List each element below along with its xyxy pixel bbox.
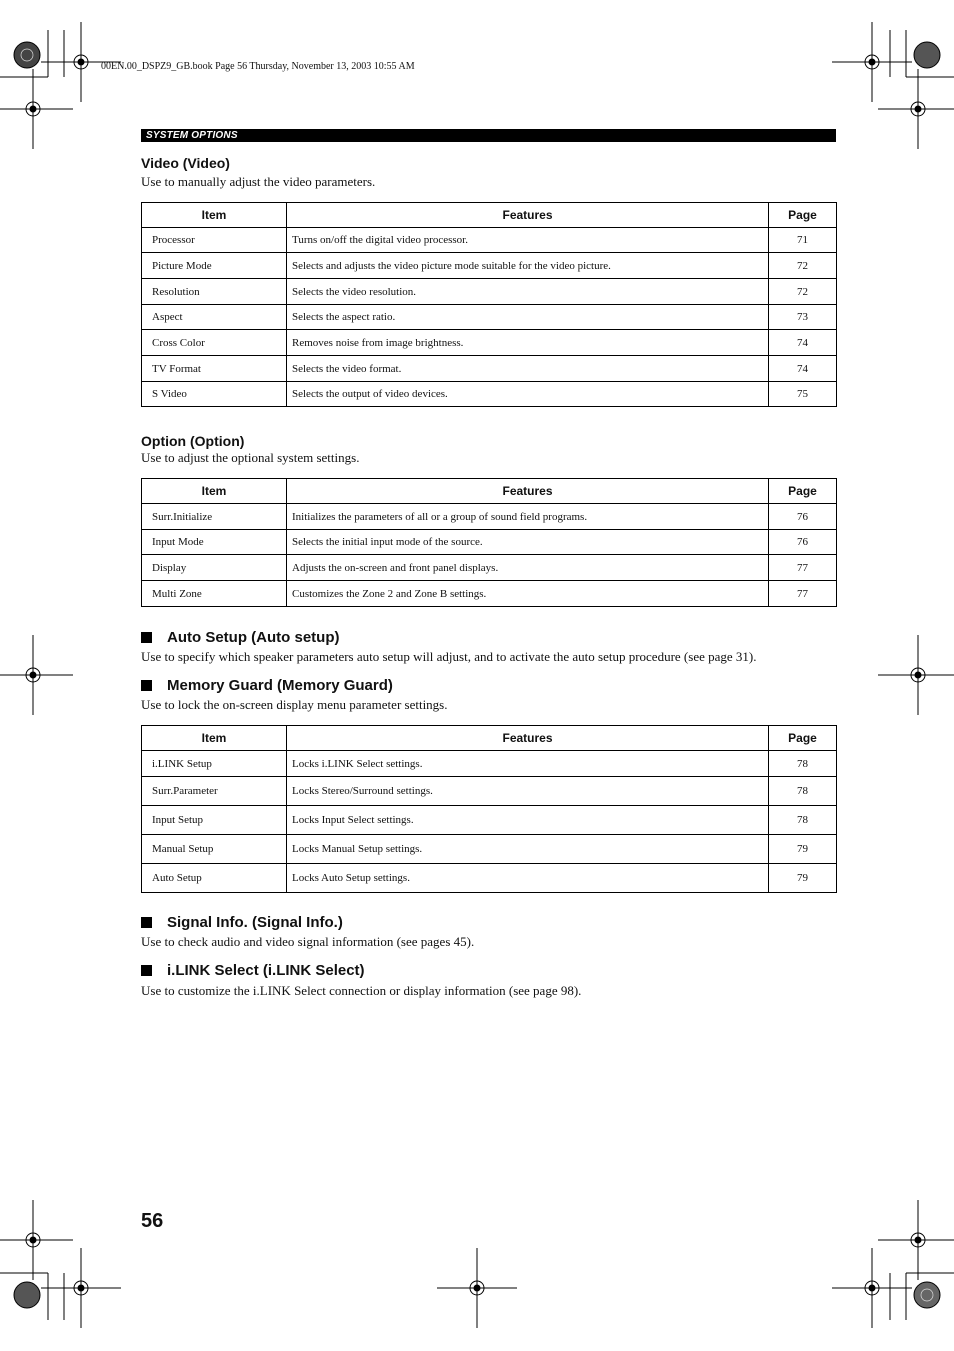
ilink-select-title: i.LINK Select (i.LINK Select) <box>167 962 365 979</box>
ilink-select-description: Use to customize the i.LINK Select connection or display information (see page 98). <box>141 983 582 998</box>
features-cell: Locks Stereo/Surround settings. <box>287 777 769 806</box>
table-row <box>142 530 837 555</box>
page-cell: 77 <box>769 555 837 581</box>
features-cell: Selects the video format. <box>287 356 769 382</box>
auto-setup-description: Use to specify which speaker parameters auto setup will adjust, and to activate the auto setup procedure (see page 31). <box>141 649 757 664</box>
page-cell: 72 <box>769 253 837 279</box>
table-row <box>142 330 837 356</box>
column-header-item: Item <box>142 203 287 228</box>
page-cell: 79 <box>769 835 837 864</box>
column-header-page: Page <box>769 203 837 228</box>
page-cell: 79 <box>769 864 837 893</box>
features-cell: Turns on/off the digital video processor. <box>287 228 769 253</box>
section-band <box>141 129 836 142</box>
bullet-square-icon <box>141 965 152 976</box>
page-cell: 78 <box>769 806 837 835</box>
page-cell: 72 <box>769 279 837 305</box>
features-cell: Removes noise from image brightness. <box>287 330 769 356</box>
table-row <box>142 806 837 835</box>
page-cell: 71 <box>769 228 837 253</box>
video-title: Video (Video) <box>141 155 230 171</box>
option-title: Option (Option) <box>141 433 245 449</box>
item-cell: Manual Setup <box>142 835 287 864</box>
column-header-item: Item <box>142 479 287 504</box>
video-table <box>141 202 837 407</box>
features-cell: Locks i.LINK Select settings. <box>287 751 769 777</box>
table-row <box>142 356 837 382</box>
corner-dial-bottom-left <box>14 1282 40 1308</box>
table-row <box>142 581 837 607</box>
corner-dial-top-left <box>14 42 40 68</box>
page-cell: 74 <box>769 356 837 382</box>
section-band-label: SYSTEM OPTIONS <box>146 130 238 141</box>
auto-setup-title: Auto Setup (Auto setup) <box>167 629 340 646</box>
page-cell: 75 <box>769 382 837 407</box>
page-cell: 77 <box>769 581 837 607</box>
column-header-features: Features <box>287 726 769 751</box>
features-cell: Selects the output of video devices. <box>287 382 769 407</box>
memory-guard-heading <box>141 677 393 694</box>
memory-guard-title: Memory Guard (Memory Guard) <box>167 677 393 694</box>
table-row <box>142 864 837 893</box>
column-header-features: Features <box>287 479 769 504</box>
auto-setup-heading <box>141 629 339 646</box>
features-cell: Selects and adjusts the video picture mode suitable for the video picture. <box>287 253 769 279</box>
video-description: Use to manually adjust the video parameters. <box>141 174 376 189</box>
option-description: Use to adjust the optional system settings. <box>141 450 360 465</box>
column-header-page: Page <box>769 479 837 504</box>
page-number: 56 <box>141 1210 164 1232</box>
corner-dial-bottom-right <box>914 1282 940 1308</box>
features-cell: Selects the video resolution. <box>287 279 769 305</box>
item-cell: Cross Color <box>142 330 287 356</box>
page-cell: 78 <box>769 777 837 806</box>
features-cell: Customizes the Zone 2 and Zone B settings. <box>287 581 769 607</box>
item-cell: TV Format <box>142 356 287 382</box>
table-header-row <box>142 726 837 751</box>
bullet-square-icon <box>141 680 152 691</box>
table-row <box>142 555 837 581</box>
features-cell: Adjusts the on-screen and front panel displays. <box>287 555 769 581</box>
file-header-line: 00EN.00_DSPZ9_GB.book Page 56 Thursday, November 13, 2003 10:55 AM <box>101 61 415 72</box>
page-cell: 76 <box>769 530 837 555</box>
bullet-square-icon <box>141 632 152 643</box>
signal-info-heading <box>141 914 343 931</box>
bullet-square-icon <box>141 917 152 928</box>
features-cell: Selects the initial input mode of the source. <box>287 530 769 555</box>
table-header-row <box>142 479 837 504</box>
memory-guard-description: Use to lock the on-screen display menu parameter settings. <box>141 697 448 712</box>
signal-info-title: Signal Info. (Signal Info.) <box>167 914 343 931</box>
item-cell: Resolution <box>142 279 287 305</box>
column-header-item: Item <box>142 726 287 751</box>
table-row <box>142 382 837 407</box>
item-cell: Input Mode <box>142 530 287 555</box>
page-cell: 74 <box>769 330 837 356</box>
signal-info-description: Use to check audio and video signal information (see pages 45). <box>141 934 475 949</box>
table-row <box>142 777 837 806</box>
table-row <box>142 504 837 530</box>
item-cell: Input Setup <box>142 806 287 835</box>
option-table <box>141 478 837 607</box>
features-cell: Locks Manual Setup settings. <box>287 835 769 864</box>
item-cell: Display <box>142 555 287 581</box>
table-header-row <box>142 203 837 228</box>
item-cell: Multi Zone <box>142 581 287 607</box>
item-cell: Surr.Parameter <box>142 777 287 806</box>
corner-dial-top-right <box>914 42 940 68</box>
item-cell: Picture Mode <box>142 253 287 279</box>
item-cell: Aspect <box>142 305 287 330</box>
item-cell: Auto Setup <box>142 864 287 893</box>
features-cell: Selects the aspect ratio. <box>287 305 769 330</box>
table-row <box>142 279 837 305</box>
page-cell: 73 <box>769 305 837 330</box>
item-cell: Processor <box>142 228 287 253</box>
column-header-page: Page <box>769 726 837 751</box>
table-row <box>142 253 837 279</box>
table-row <box>142 228 837 253</box>
item-cell: i.LINK Setup <box>142 751 287 777</box>
table-row <box>142 751 837 777</box>
table-row <box>142 305 837 330</box>
memory-guard-table <box>141 725 837 893</box>
features-cell: Locks Input Select settings. <box>287 806 769 835</box>
page-cell: 78 <box>769 751 837 777</box>
column-header-features: Features <box>287 203 769 228</box>
ilink-select-heading <box>141 962 365 979</box>
features-cell: Locks Auto Setup settings. <box>287 864 769 893</box>
table-row <box>142 835 837 864</box>
item-cell: Surr.Initialize <box>142 504 287 530</box>
page-cell: 76 <box>769 504 837 530</box>
features-cell: Initializes the parameters of all or a group of sound field programs. <box>287 504 769 530</box>
item-cell: S Video <box>142 382 287 407</box>
